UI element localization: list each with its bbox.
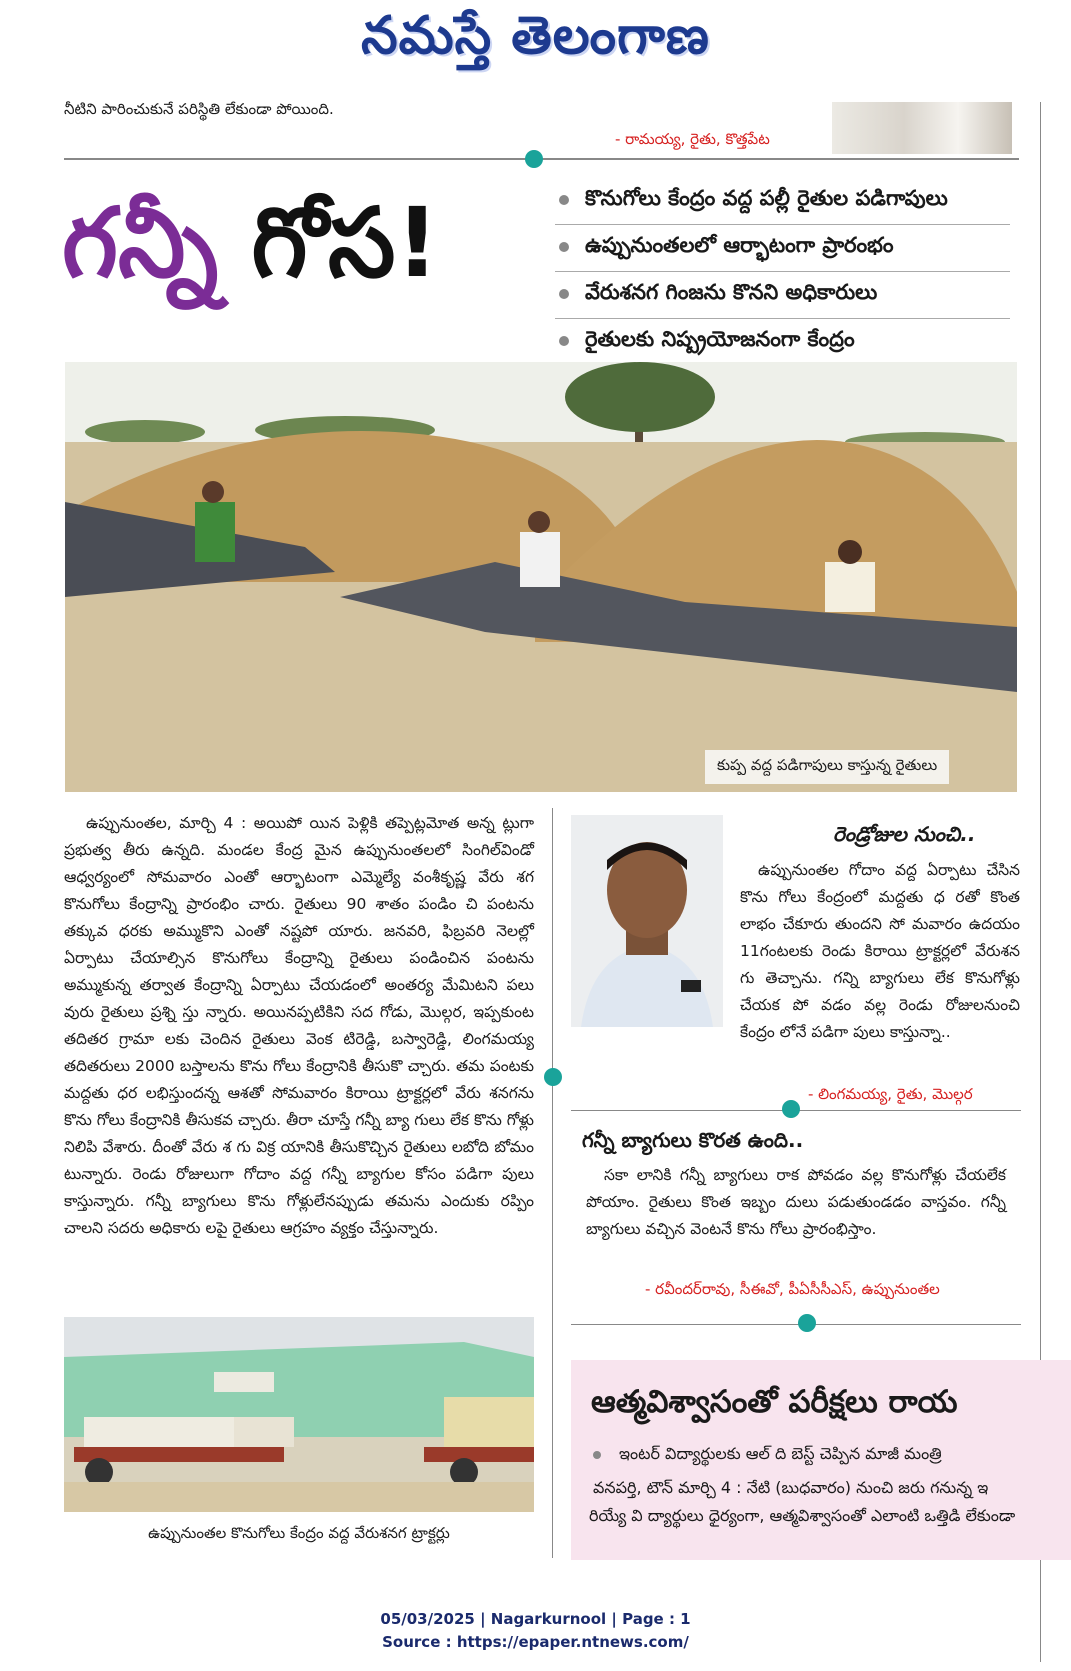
bullet-dot-icon	[559, 336, 569, 346]
previous-story-line: నీటిని పారించుకునే పరిస్థితి లేకుండా పోయింది.	[64, 100, 334, 118]
masthead-title: నమస్తే తెలంగాణ	[361, 6, 710, 66]
middle-column-divider	[552, 808, 553, 1558]
quote2-attribution: - రవీందర్‌రావు, సీఈవో, పీఏసీసీఎస్, ఉప్పునుంతల	[645, 1280, 940, 1298]
quote-icon	[525, 150, 543, 168]
headline-part2: గోస!	[251, 187, 440, 299]
quote-icon	[782, 1100, 800, 1118]
bullet-dot-icon	[593, 1451, 601, 1459]
next-story-box	[571, 1360, 1071, 1560]
bullet-dot-icon	[559, 289, 569, 299]
bullet-dot-icon	[559, 242, 569, 252]
footer-source-link[interactable]: Source : https://epaper.ntnews.com/	[382, 1633, 689, 1651]
tractor-photo	[64, 1317, 534, 1512]
previous-story-attribution: - రామయ్య, రైతు, కొత్తపేట	[615, 130, 770, 148]
quote2-divider	[571, 1324, 1021, 1325]
next-story-line1: వనపర్తి, టౌన్ మార్చి 4 : నేటి (బుధవారం) నుంచి జరు గనున్న ఇ	[593, 1478, 989, 1497]
next-story-bullet: ఇంటర్ విద్యార్థులకు ఆల్ ది బెస్ట్ చెప్పిన మాజీ మంత్రి	[593, 1444, 1071, 1467]
next-story-line2: రియ్యే వి ద్యార్థులు ధైర్యంగా, ఆత్మవిశ్వాసంతో ఎలాంటి ఒత్తిడి లేకుండా	[589, 1506, 1016, 1525]
tractor-photo-illustration	[64, 1317, 534, 1512]
quote1-text: ఉప్పునుంతల గోదాం వద్ద ఏర్పాటు చేసిన కొను గోలు కేంద్రంలో మద్దతు ధ రతో కొంత లాభం చేకూరు తుందని సో మవారం ఉదయం 11గంటలకు రెండు కిరాయి ట్రాక్టర్లలో వేరుశన గు తెచ్చాను. గన్ని బ్యాగులు లేక కొనుగోళ్లు చేయక పో వడం వల్ల రెండు రోజులనుంచి కేంద్రం లోనే పడిగా పులు కాస్తున్నా..	[740, 861, 1020, 1041]
footer-edition: 05/03/2025 | Nagarkurnool | Page : 1	[380, 1610, 691, 1628]
farmer-portrait	[571, 815, 723, 1027]
main-photo-illustration	[65, 362, 1017, 792]
bullet-dot-icon	[559, 195, 569, 205]
bullet-item: వేరుశనగ గింజను కొనని అధికారులు	[555, 272, 1010, 319]
portrait-illustration	[571, 815, 723, 1027]
main-photo	[65, 362, 1017, 792]
bullet-item: కొనుగోలు కేంద్రం వద్ద పల్లీ రైతుల పడిగాపులు	[555, 178, 1010, 225]
quote1-subhead: రెండ్రోజుల నుంచి..	[833, 822, 976, 846]
quote2-text: సకా లానికి గన్నీ బ్యాగులు రాక పోవడం వల్ల కొనుగోళ్లు చేయలేక పోయాం. రైతులు కొంత ఇబ్బం దులు పడుతుండడం వాస్తవం. గన్నీ బ్యాగులు వచ్చిన వెంటనే కొను గోలు ప్రారంభిస్తాం.	[586, 1166, 1006, 1238]
headline-part1: గన్నీ	[62, 187, 219, 299]
quote-icon	[544, 1068, 562, 1086]
next-story-headline: ఆత్మవిశ్వాసంతో పరీక్షలు రాయ	[591, 1384, 958, 1420]
bullet-item: ఉప్పునుంతలలో ఆర్భాటంగా ప్రారంభం	[555, 225, 1010, 272]
quote1-attribution: - లింగమయ్య, రైతు, మొల్గర	[808, 1085, 973, 1103]
main-photo-caption: కుప్ప వద్ద పడిగాపులు కాస్తున్న రైతులు	[705, 750, 949, 784]
quote-icon	[798, 1314, 816, 1332]
bullet-item: రైతులకు నిష్ప్రయోజనంగా కేంద్రం	[555, 319, 1010, 365]
tractor-photo-caption: ఉప్పునుంతల కొనుగోలు కేంద్రం వద్ద వేరుశనగ ట్రాక్టర్లు	[148, 1524, 450, 1542]
previous-story-photo	[832, 102, 1012, 154]
story-body: ఉప్పునుంతల, మార్చి 4 : అయిపో యిన పెళ్లికి తప్పెట్లమోత అన్న ట్లుగా ప్రభుత్వ తీరు ఉన్నది. మండల కేంద్ర మైన ఉప్పునుంతలలో సింగిల్‌విండో ఆధ్వర్యంలో సోమవారం ఎంతో ఆర్భాటంగా ఎమ్మెల్యే వంశీకృష్ణ వేరు శగ కొనుగోలు కేంద్రాన్ని ప్రారంభిం చారు. రైతులు 90 శాతం పండిం చి పంటను తక్కువ ధరకు అమ్ముకొని ఎంతో నష్టపో యారు. జనవరి, ఫిబ్రవరి నెలల్లో ఏర్పాటు చేయాల్సిన కొనుగోలు కేంద్రాన్ని రైతులు పండించిన పంటను అమ్ముకున్న తర్వాత కేంద్రాన్ని ఏర్పాటు చేయడంలో అంతర్య మేమిటని పలు వురు రైతులు ప్రశ్ని స్తు న్నారు. అయినప్పటికిని సద గోడు, మొల్గర, ఇప్పకుంట తదితర గ్రామా లకు చెందిన రైతులు వెంక టిరెడ్డి, బస్వారెడ్డి, లింగమయ్య తదితరులు 2000 బస్తాలను కొను గోలు కేంద్రానికి తీసుకొ చ్చారు. తమ పంటకు మద్దతు ధర లభిస్తుందన్న ఆశతో సోమవారం కిరాయి ట్రాక్టర్లలో వేరు శనగను కొను గోలు కేంద్రానికి తీసుకవ చ్చారు. తీరా చూస్తే గన్నీ బ్యా గులు లేక కొను గోళ్లు నిలిపి వేశారు. దీంతో వేరు శ గు విక్ర యానికి తీసుకొచ్చిన రైతులు లబోది బోమం టున్నారు. రెండు రోజులుగా గోదాం వద్ద గన్నీ బ్యాగుల కోసం పడిగా పులు కాస్తున్నారు. గన్నీ బ్యాగులు కొను గోళ్లులేనప్పుడు తమను ఎందుకు రప్పిం చాలని సదరు అధికారు లపై రైతులు ఆగ్రహం వ్యక్తం చేస్తున్నారు.	[64, 814, 534, 1237]
headline-bullets	[555, 178, 1010, 365]
quote2-subhead: గన్నీ బ్యాగులు కొరత ఉంది..	[582, 1128, 804, 1152]
main-headline	[62, 187, 440, 299]
